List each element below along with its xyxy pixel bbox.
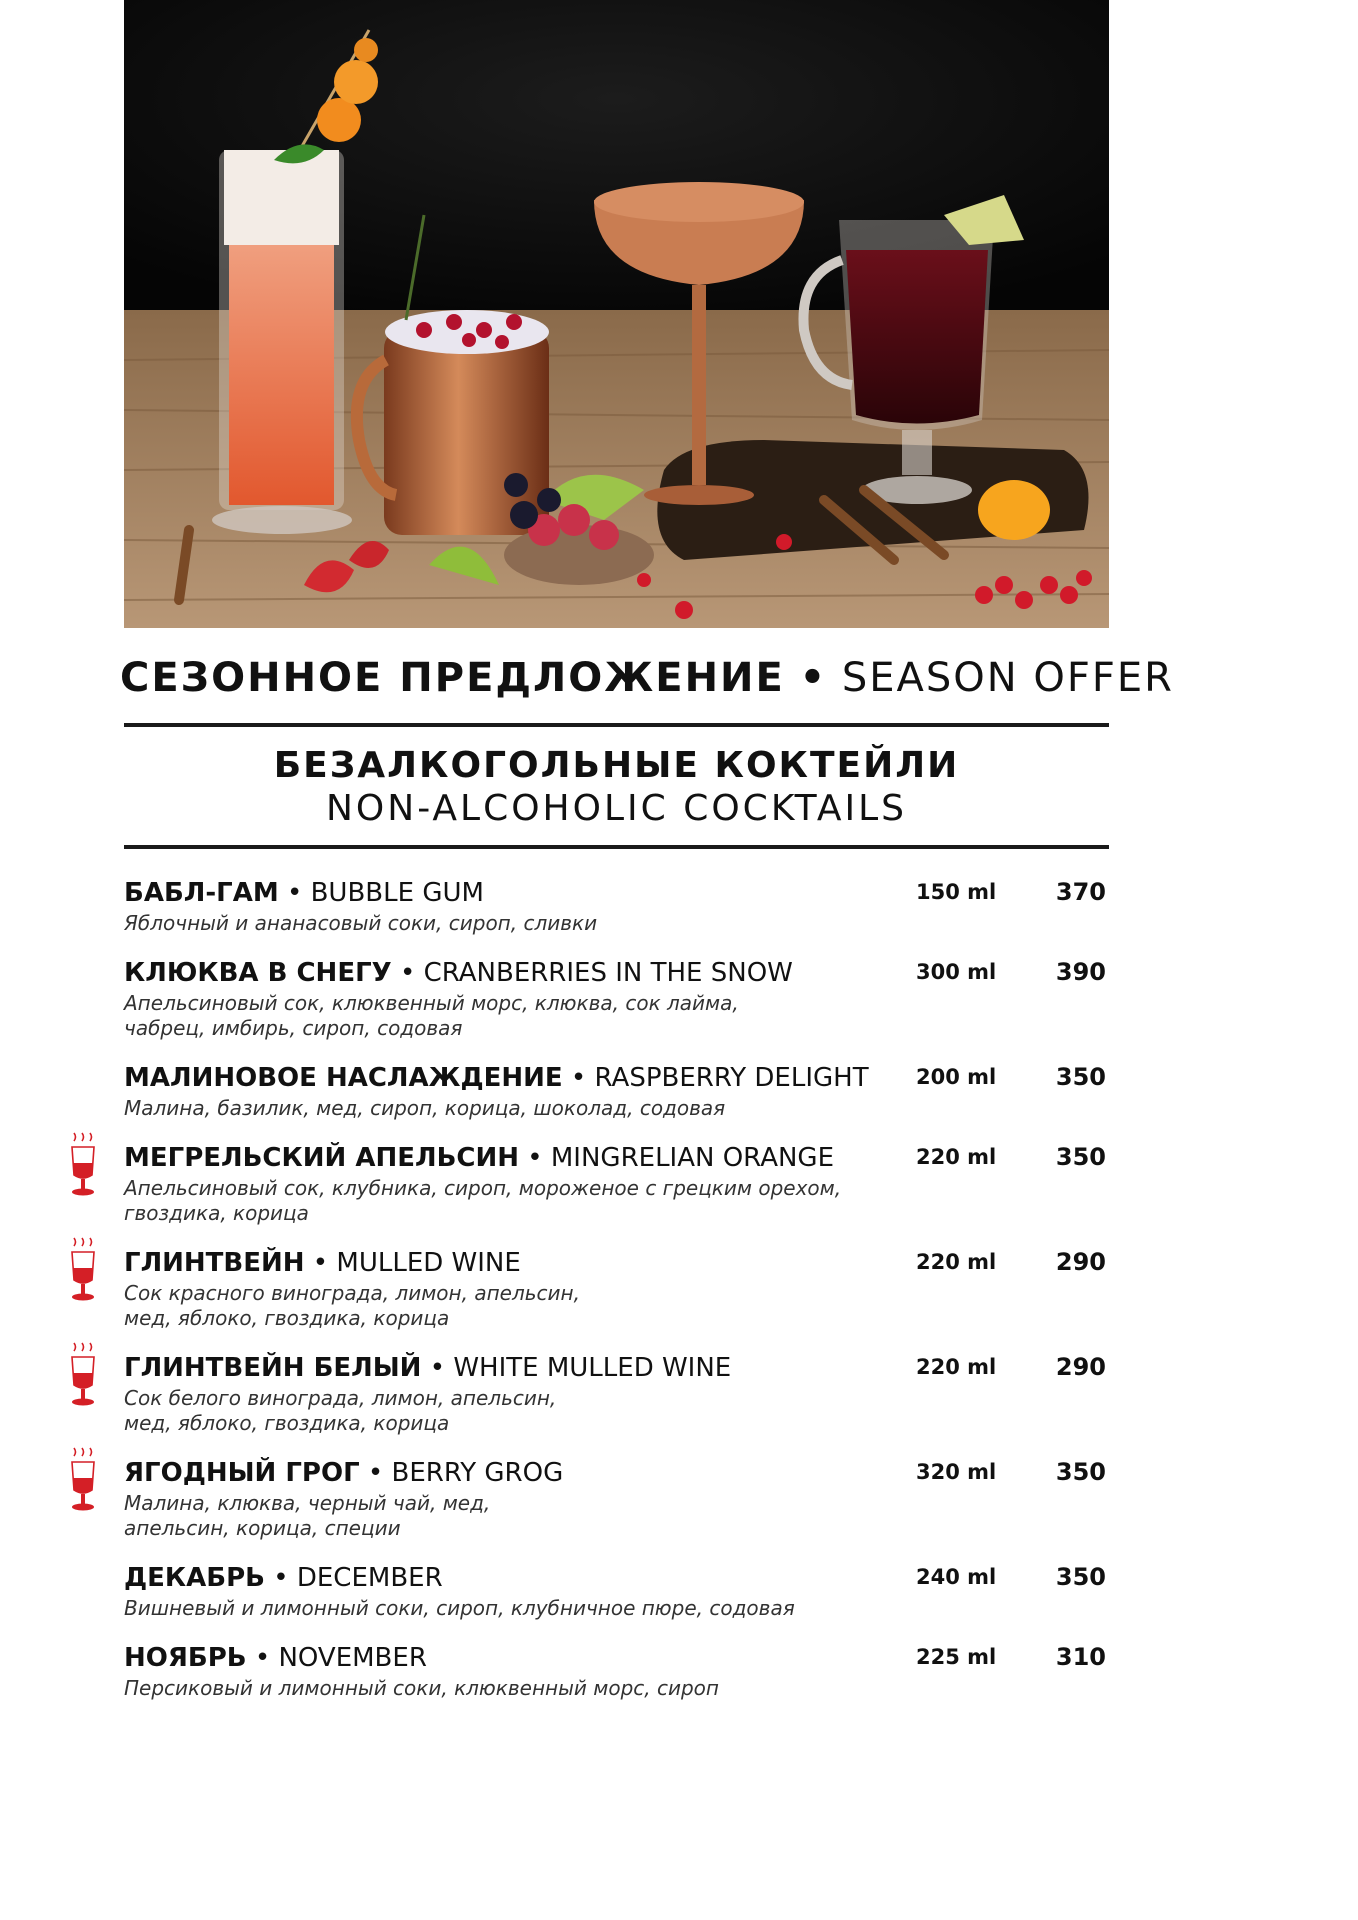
item-name-separator: • bbox=[304, 1248, 337, 1278]
item-price: 350 bbox=[1055, 1563, 1106, 1591]
item-name-en: MULLED WINE bbox=[336, 1248, 521, 1278]
item-name bbox=[124, 1641, 427, 1675]
item-price: 350 bbox=[1055, 1458, 1106, 1486]
item-name-separator: • bbox=[359, 1458, 392, 1488]
title-separator: • bbox=[799, 655, 828, 701]
item-price: 390 bbox=[1055, 958, 1106, 986]
divider-top bbox=[124, 723, 1109, 727]
item-name bbox=[124, 1061, 869, 1095]
item-name bbox=[124, 1141, 834, 1175]
item-name-separator: • bbox=[278, 878, 311, 908]
item-name bbox=[124, 1561, 443, 1595]
item-name-ru: ЯГОДНЫЙ ГРОГ bbox=[124, 1458, 360, 1488]
item-description: Малина, базилик, мед, сироп, корица, шоколад, содовая bbox=[124, 1096, 726, 1120]
item-volume: 300 ml bbox=[916, 960, 997, 984]
item-name-ru: КЛЮКВА В СНЕГУ bbox=[124, 958, 392, 988]
item-name bbox=[124, 956, 793, 990]
item-volume: 150 ml bbox=[916, 880, 997, 904]
item-volume: 220 ml bbox=[916, 1145, 997, 1169]
item-volume: 240 ml bbox=[916, 1565, 997, 1589]
item-name-separator: • bbox=[562, 1063, 595, 1093]
hot-drink-icon bbox=[66, 1341, 100, 1409]
item-description: Яблочный и ананасовый соки, сироп, сливки bbox=[124, 911, 598, 935]
item-name-en: CRANBERRIES IN THE SNOW bbox=[423, 958, 793, 988]
item-name-ru: БАБЛ-ГАМ bbox=[124, 878, 279, 908]
item-description: Апельсиновый сок, клубника, сироп, мороженое с грецким орехом, гвоздика, корица bbox=[124, 1176, 842, 1225]
item-description: Персиковый и лимонный соки, клюквенный морс, сироп bbox=[124, 1676, 719, 1700]
item-name-en: RASPBERRY DELIGHT bbox=[594, 1063, 869, 1093]
section-title-ru: БЕЗАЛКОГОЛЬНЫЕ КОКТЕЙЛИ bbox=[273, 745, 960, 786]
item-price: 350 bbox=[1055, 1063, 1106, 1091]
item-name-en: MINGRELIAN ORANGE bbox=[550, 1143, 835, 1173]
item-name-separator: • bbox=[519, 1143, 551, 1173]
item-name-en: WHITE MULLED WINE bbox=[453, 1353, 732, 1383]
item-name-ru: ГЛИНТВЕЙН bbox=[124, 1248, 305, 1278]
item-name-ru: ДЕКАБРЬ bbox=[124, 1563, 265, 1593]
item-price: 290 bbox=[1055, 1353, 1106, 1381]
section-title-en: NON-ALCOHOLIC COCKTAILS bbox=[326, 788, 907, 829]
item-name-ru: НОЯБРЬ bbox=[124, 1643, 247, 1673]
item-volume: 225 ml bbox=[916, 1645, 997, 1669]
item-name bbox=[124, 1351, 731, 1385]
item-name-ru: МАЛИНОВОЕ НАСЛАЖДЕНИЕ bbox=[124, 1063, 563, 1093]
item-volume: 320 ml bbox=[916, 1460, 997, 1484]
item-name-en: BERRY GROG bbox=[391, 1458, 564, 1488]
title-en: SEASON OFFER bbox=[841, 655, 1174, 701]
item-volume: 200 ml bbox=[916, 1065, 997, 1089]
item-name-separator: • bbox=[246, 1643, 279, 1673]
item-description: Вишневый и лимонный соки, сироп, клубничное пюре, содовая bbox=[124, 1596, 795, 1620]
page-title bbox=[120, 655, 1174, 701]
item-name bbox=[124, 1456, 563, 1490]
item-name-en: BUBBLE GUM bbox=[310, 878, 484, 908]
item-name-ru: ГЛИНТВЕЙН БЕЛЫЙ bbox=[124, 1353, 422, 1383]
item-price: 290 bbox=[1055, 1248, 1106, 1276]
item-name bbox=[124, 1246, 521, 1280]
hot-drink-icon bbox=[66, 1236, 100, 1304]
title-ru: СЕЗОННОЕ ПРЕДЛОЖЕНИЕ bbox=[120, 655, 785, 701]
item-name bbox=[124, 876, 484, 910]
item-name-en: NOVEMBER bbox=[278, 1643, 427, 1673]
item-price: 350 bbox=[1055, 1143, 1106, 1171]
item-volume: 220 ml bbox=[916, 1250, 997, 1274]
hero-photo bbox=[124, 0, 1109, 628]
item-name-ru: МЕГРЕЛЬСКИЙ АПЕЛЬСИН bbox=[124, 1143, 519, 1173]
item-name-separator: • bbox=[421, 1353, 454, 1383]
item-description: Малина, клюква, черный чай, мед, апельсин, корица, специи bbox=[124, 1491, 491, 1540]
item-name-separator: • bbox=[264, 1563, 297, 1593]
divider-bottom bbox=[124, 845, 1109, 849]
item-description: Сок красного винограда, лимон, апельсин, мед, яблоко, гвоздика, корица bbox=[124, 1281, 580, 1330]
item-name-separator: • bbox=[391, 958, 424, 988]
item-description: Апельсиновый сок, клюквенный морс, клюква, сок лайма, чабрец, имбирь, сироп, содовая bbox=[124, 991, 739, 1040]
hot-drink-icon bbox=[66, 1446, 100, 1514]
item-name-en: DECEMBER bbox=[296, 1563, 443, 1593]
item-volume: 220 ml bbox=[916, 1355, 997, 1379]
item-description: Сок белого винограда, лимон, апельсин, мед, яблоко, гвоздика, корица bbox=[124, 1386, 557, 1435]
hot-drink-icon bbox=[66, 1131, 100, 1199]
item-price: 310 bbox=[1055, 1643, 1106, 1671]
item-price: 370 bbox=[1055, 878, 1106, 906]
cocktails-photo-icon bbox=[124, 0, 1109, 628]
